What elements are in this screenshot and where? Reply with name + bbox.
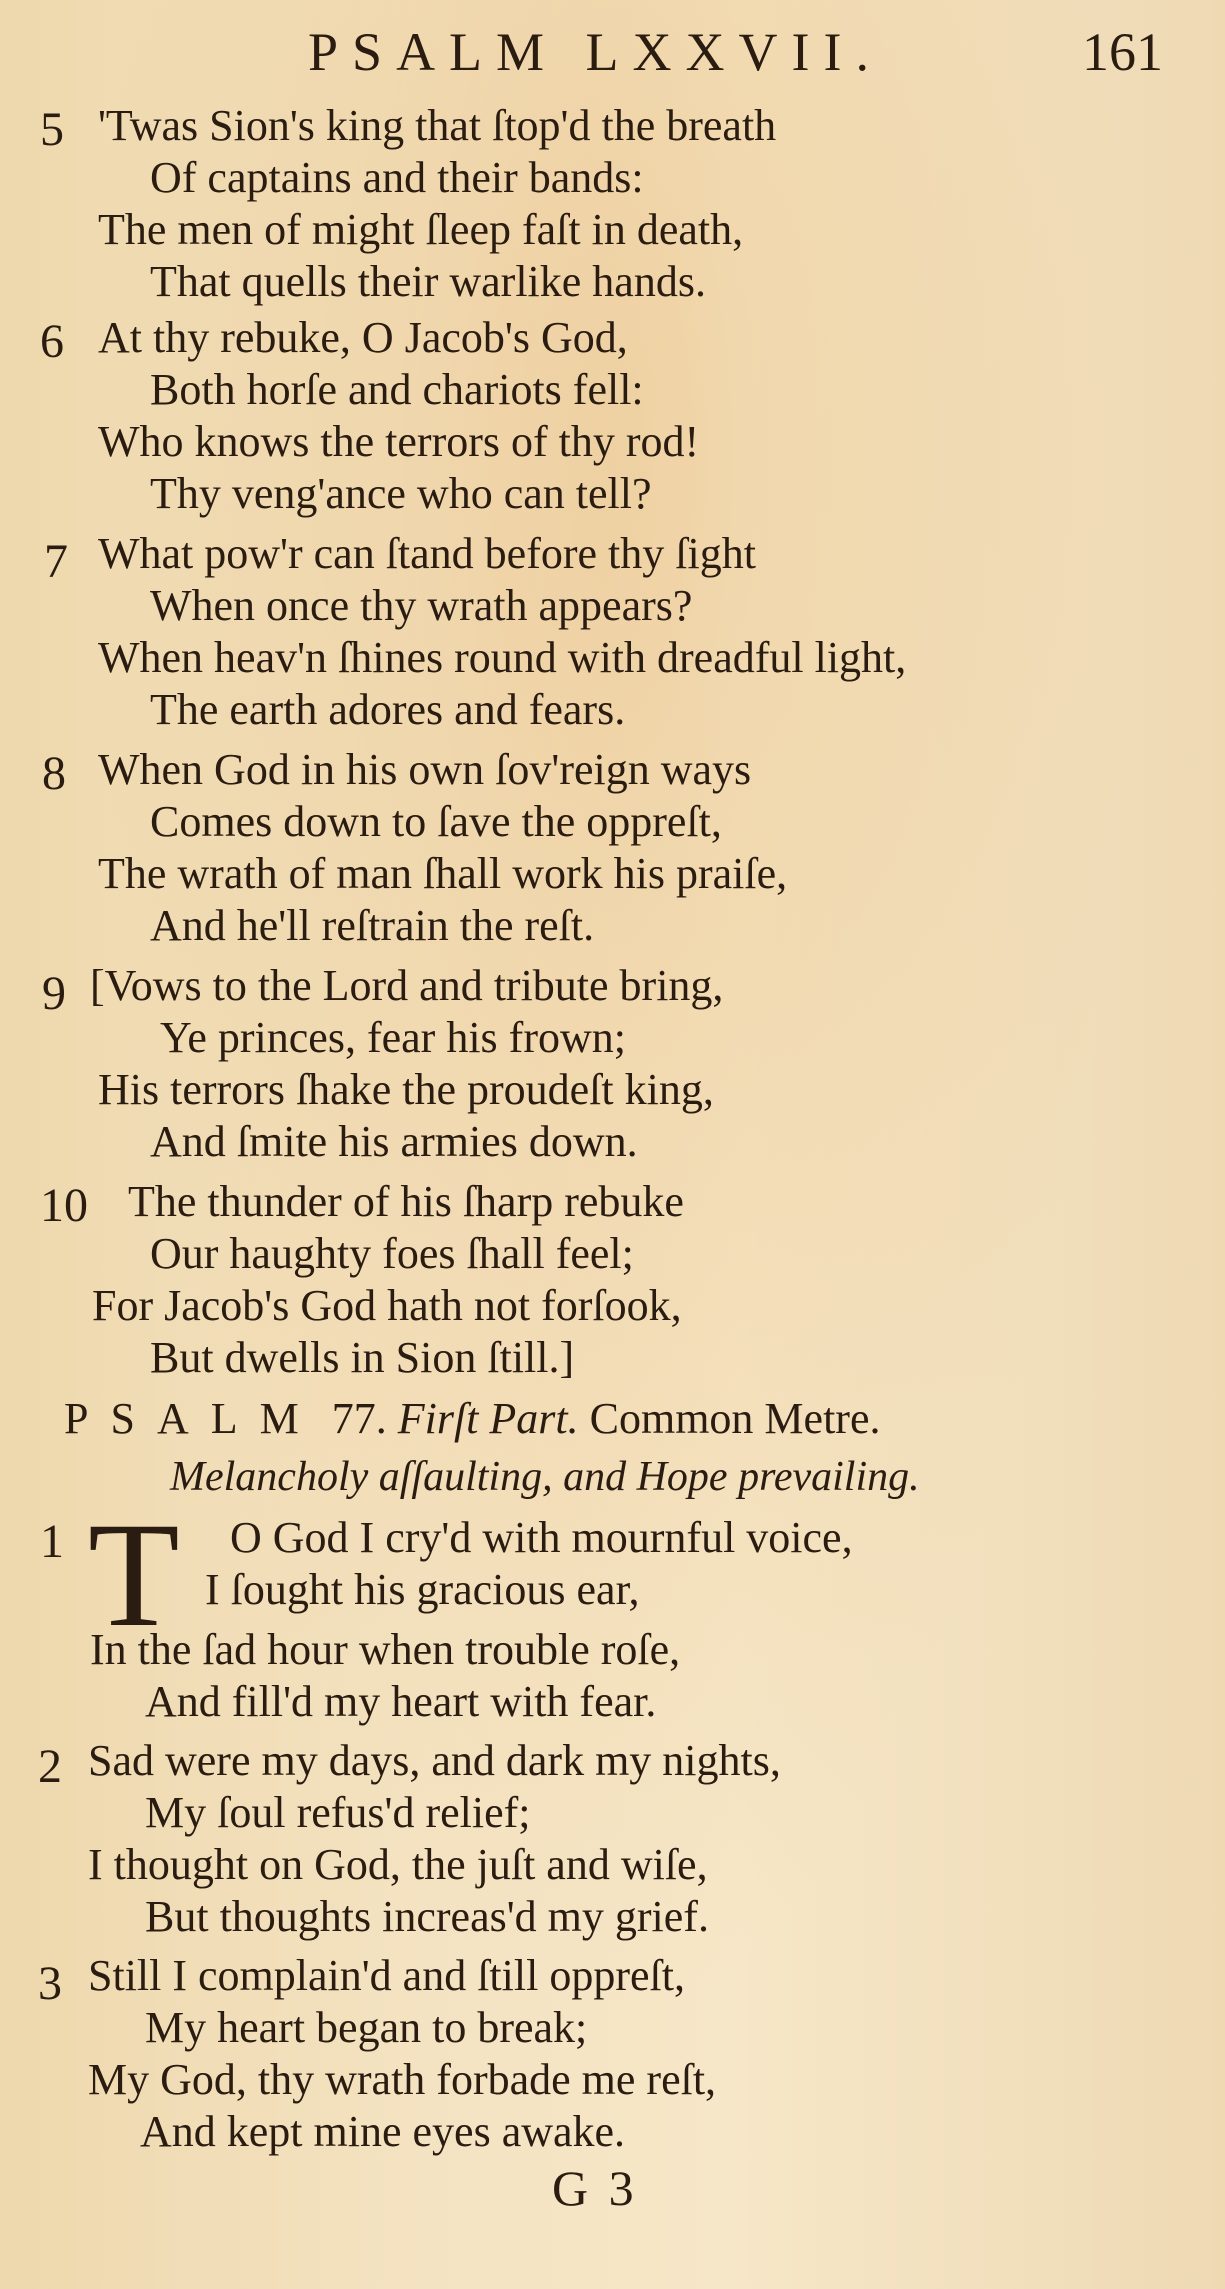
verse-line: My heart began to break; [145, 2003, 588, 2052]
verse-line: The wrath of man ſhall work his praiſe, [98, 849, 788, 898]
stanza-number: 2 [38, 1740, 62, 1793]
stanza-number: 1 [40, 1515, 64, 1568]
verse-line: For Jacob's God hath not forſook, [92, 1281, 682, 1330]
verse-line: O God I cry'd with mournful voice, [230, 1513, 853, 1562]
verse-line: Thy veng'ance who can tell? [150, 469, 652, 518]
stanza-number: 10 [40, 1179, 88, 1232]
heading-metre: Common Metre. [589, 1394, 881, 1443]
verse-line: Both horſe and chariots fell: [150, 365, 644, 414]
verse-line: And kept mine eyes awake. [140, 2107, 626, 2156]
verse-line: Our haughty foes ſhall feel; [150, 1229, 634, 1278]
stanza-number: 6 [40, 315, 64, 368]
verse-line: What pow'r can ſtand before thy ſight [98, 529, 756, 578]
page-header [0, 22, 1225, 82]
verse-line: Who knows the terrors of thy rod! [98, 417, 700, 466]
verse-line: The men of might ſleep faſt in death, [98, 205, 744, 254]
verse-line: My God, thy wrath forbade me reſt, [88, 2055, 717, 2104]
verse-line: When heav'n ſhines round with dreadful light, [98, 633, 907, 682]
verse-line: Ye princes, fear his frown; [160, 1013, 626, 1062]
verse-line: 'Twas Sion's king that ſtop'd the breath [98, 101, 777, 150]
heading-part: Firſt Part. [397, 1394, 579, 1443]
running-title: PSALM LXXVII. [308, 22, 884, 82]
verse-line: My ſoul refus'd relief; [145, 1788, 531, 1837]
stanza-number: 5 [40, 103, 64, 156]
psalm-heading [64, 1393, 880, 1445]
verse-line: At thy rebuke, O Jacob's God, [98, 313, 628, 362]
verse-line: When God in his own ſov'reign ways [98, 745, 752, 794]
signature-mark: G 3 [552, 2160, 638, 2216]
verse-line: Comes down to ſave the oppreſt, [150, 797, 722, 846]
verse-line: In the ſad hour when trouble roſe, [90, 1625, 681, 1674]
verse-line: Sad were my days, and dark my nights, [88, 1736, 781, 1785]
verse-line: I thought on God, the juſt and wiſe, [88, 1840, 708, 1889]
psalm-subheading: Melancholy aſſaulting, and Hope prevailing. [170, 1454, 920, 1500]
verse-line: The earth adores and fears. [150, 685, 626, 734]
verse-line: When once thy wrath appears? [150, 581, 693, 630]
verse-line: His terrors ſhake the proudeſt king, [98, 1065, 714, 1114]
stanza-number: 8 [42, 747, 66, 800]
verse-line: And he'll reſtrain the reſt. [150, 901, 595, 950]
drop-cap: T [88, 1492, 180, 1658]
verse-line: I ſought his gracious ear, [205, 1565, 640, 1614]
heading-number: 77. [331, 1394, 387, 1443]
verse-line: That quells their warlike hands. [150, 257, 706, 306]
stanza-number: 9 [42, 967, 66, 1020]
stanza-number: 3 [38, 1957, 62, 2010]
verse-line: The thunder of his ſharp rebuke [128, 1177, 684, 1226]
verse-line: Of captains and their bands: [150, 153, 644, 202]
verse-line: [Vows to the Lord and tribute bring, [90, 961, 724, 1010]
verse-line: But thoughts increas'd my grief. [145, 1892, 709, 1941]
heading-psalm: PSALM [64, 1394, 321, 1443]
verse-line: And ſmite his armies down. [150, 1117, 638, 1166]
stanza-number: 7 [44, 535, 68, 588]
verse-line: Still I complain'd and ſtill oppreſt, [88, 1951, 685, 2000]
verse-line: And fill'd my heart with fear. [145, 1677, 657, 1726]
page-number: 161 [1082, 22, 1163, 82]
verse-line: But dwells in Sion ſtill.] [150, 1333, 575, 1382]
